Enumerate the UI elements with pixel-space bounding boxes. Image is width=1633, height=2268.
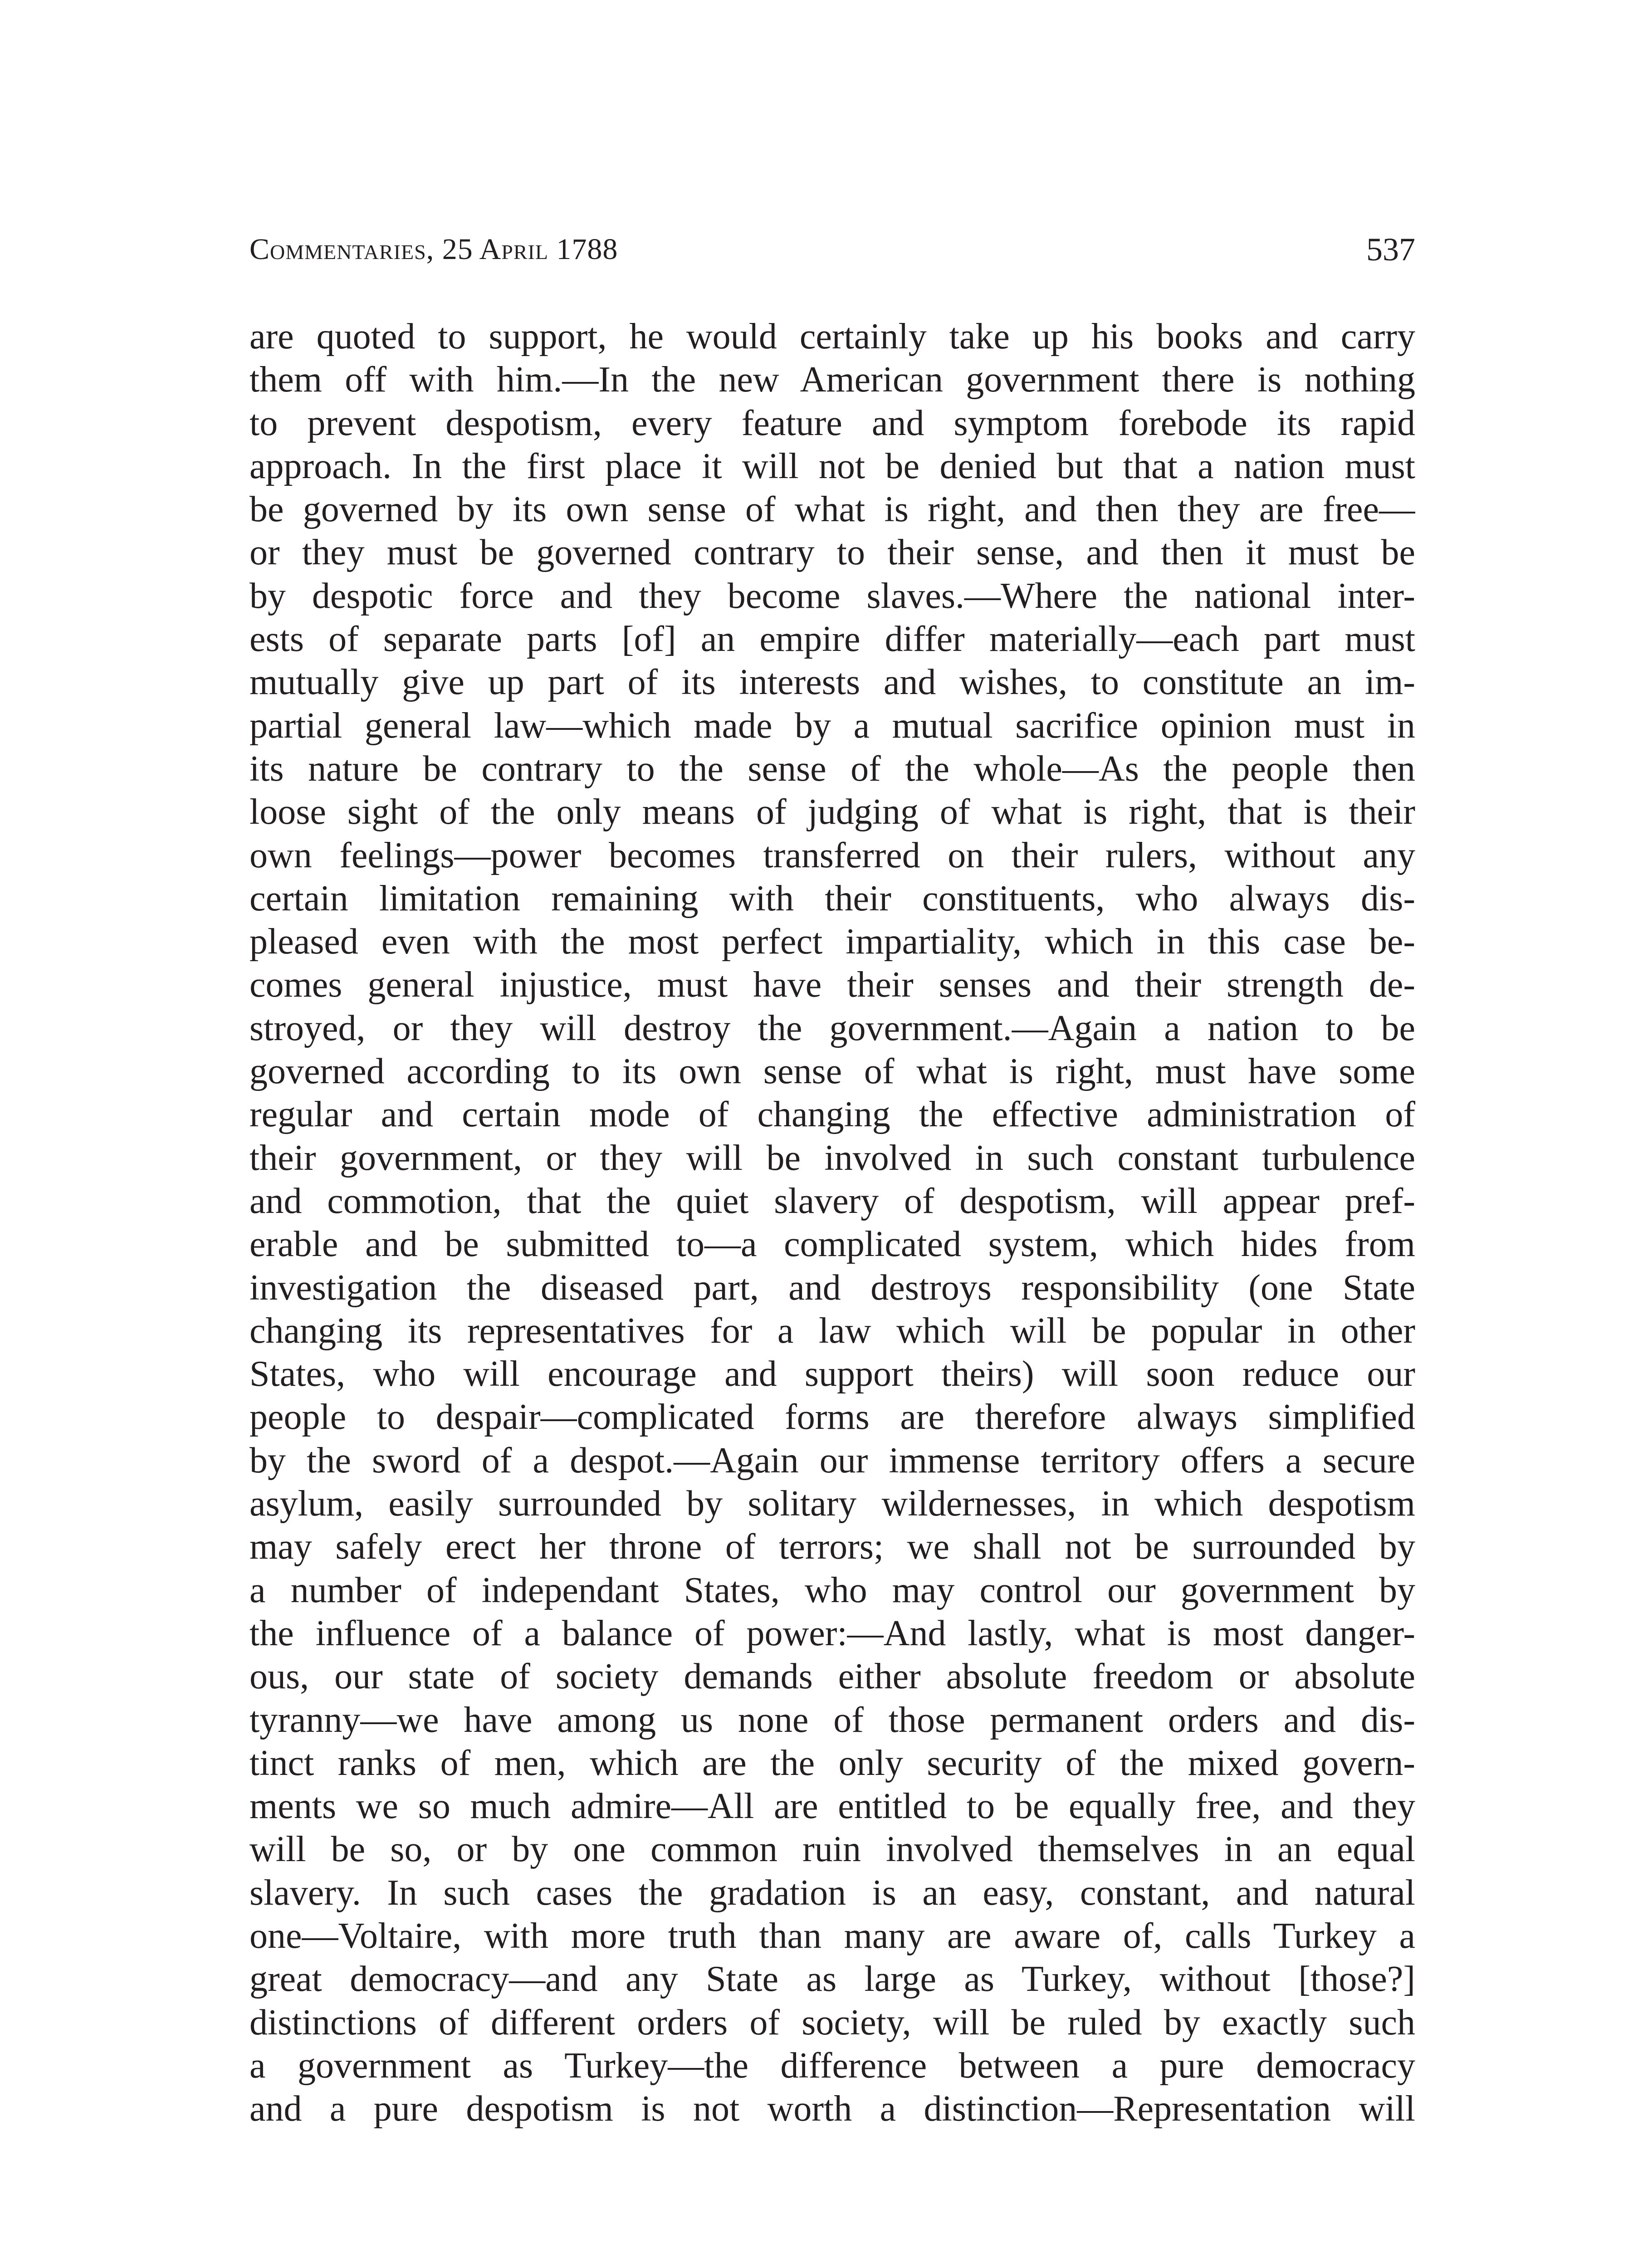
text-line: asylum, easily surrounded by solitary wildernesses, in which despotism (249, 1484, 1415, 1524)
text-line: the influence of a balance of power:—And lastly, what is most danger- (249, 1613, 1415, 1653)
text-line: investigation the diseased part, and destroys responsibility (one State (249, 1267, 1415, 1308)
text-line: tinct ranks of men, which are the only security of the mixed govern- (249, 1743, 1415, 1783)
running-head-title (249, 227, 618, 272)
text-line: and commotion, that the quiet slavery of despotism, will appear pref- (249, 1181, 1415, 1221)
text-line: partial general law—which made by a mutual sacrifice opinion must in (249, 705, 1415, 746)
text-line: will be so, or by one common ruin involved themselves in an equal (249, 1829, 1415, 1870)
text-line: slavery. In such cases the gradation is an easy, constant, and natural (249, 1872, 1415, 1913)
running-head (249, 227, 1415, 272)
text-line: its nature be contrary to the sense of the whole—As the people then (249, 748, 1415, 789)
text-line: stroyed, or they will destroy the government.—Again a nation to be (249, 1008, 1415, 1048)
text-line: distinctions of different orders of society, will be ruled by exactly such (249, 2002, 1415, 2043)
text-line: States, who will encourage and support theirs) will soon reduce our (249, 1354, 1415, 1394)
text-line: or they must be governed contrary to their sense, and then it must be (249, 533, 1415, 573)
text-line: mutually give up part of its interests and wishes, to constitute an im- (249, 662, 1415, 703)
title-first-letter: C (249, 233, 270, 266)
text-line: are quoted to support, he would certainly take up his books and carry (249, 317, 1415, 357)
body-text (249, 315, 1415, 2131)
text-line: ous, our state of society demands either absolute freedom or absolute (249, 1657, 1415, 1697)
text-line: to prevent despotism, every feature and symptom forebode its rapid (249, 403, 1415, 443)
title-rest: ommentaries (270, 233, 426, 266)
date-prefix: , 25 (426, 233, 479, 266)
month-rest: pril (501, 233, 548, 266)
text-line: them off with him.—In the new American government there is nothing (249, 360, 1415, 400)
text-line: tyranny—we have among us none of those permanent orders and dis- (249, 1700, 1415, 1740)
year: 1788 (548, 233, 618, 266)
text-line: certain limitation remaining with their constituents, who always dis- (249, 878, 1415, 919)
text-line: and a pure despotism is not worth a distinction—Representation will (249, 2089, 1415, 2129)
text-line: governed according to its own sense of what is right, must have some (249, 1051, 1415, 1092)
text-line: changing its representatives for a law which will be popular in other (249, 1310, 1415, 1351)
text-line: loose sight of the only means of judging of what is right, that is their (249, 792, 1415, 832)
month-first-letter: A (479, 233, 502, 266)
text-line: regular and certain mode of changing the effective administration of (249, 1095, 1415, 1135)
text-line: a number of independant States, who may control our government by (249, 1570, 1415, 1610)
text-line: one—Voltaire, with more truth than many are aware of, calls Turkey a (249, 1916, 1415, 1956)
text-line: a government as Turkey—the difference between a pure democracy (249, 2045, 1415, 2086)
text-line: by despotic force and they become slaves.—Where the national inter- (249, 576, 1415, 616)
text-line: their government, or they will be involved in such constant turbulence (249, 1138, 1415, 1178)
text-line: ments we so much admire—All are entitled to be equally free, and they (249, 1786, 1415, 1827)
text-line: ests of separate parts [of] an empire differ materially—each part must (249, 619, 1415, 660)
text-line: be governed by its own sense of what is right, and then they are free— (249, 489, 1415, 530)
text-line: erable and be submitted to—a complicated system, which hides from (249, 1224, 1415, 1265)
text-line: comes general injustice, must have their senses and their strength de- (249, 965, 1415, 1005)
text-line: pleased even with the most perfect impartiality, which in this case be- (249, 922, 1415, 962)
text-line: great democracy—and any State as large as Turkey, without [those?] (249, 1959, 1415, 1999)
text-line: may safely erect her throne of terrors; we shall not be surrounded by (249, 1527, 1415, 1567)
text-line: by the sword of a despot.—Again our immense territory offers a secure (249, 1440, 1415, 1481)
page-number: 537 (1366, 231, 1415, 268)
text-line: approach. In the first place it will not be denied but that a nation must (249, 446, 1415, 486)
text-line: own feelings—power becomes transferred on their rulers, without any (249, 835, 1415, 875)
text-line: people to despair—complicated forms are therefore always simplified (249, 1397, 1415, 1437)
